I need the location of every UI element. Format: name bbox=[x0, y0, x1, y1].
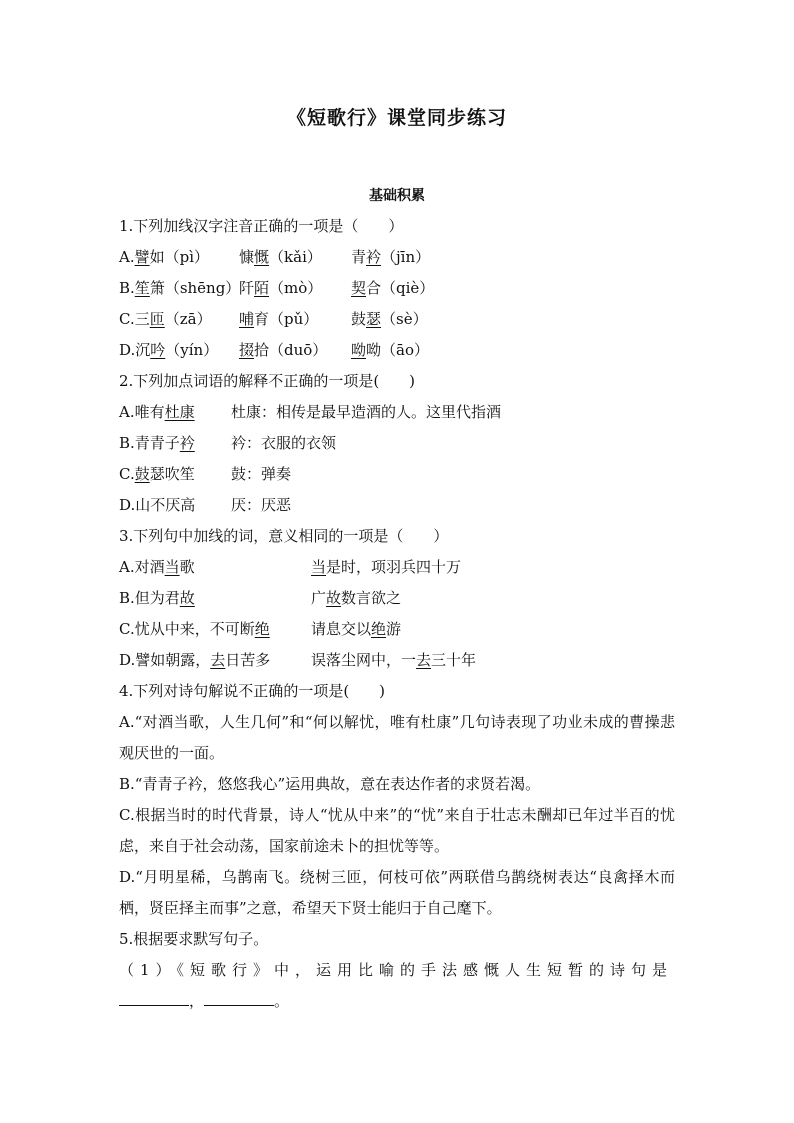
q2-option-d: D.山不厌高 厌：厌恶 bbox=[119, 496, 292, 514]
q4-option-d: D.“月明星稀，乌鹊南飞。绕树三匝，何枝可依”两联借乌鹊绕树表达“良禽择木而栖，贤臣择主而事”之意，希望天下贤士能归于自己麾下。 bbox=[119, 868, 675, 917]
questions bbox=[119, 211, 675, 1017]
q4-option-c: C.根据当时的时代背景，诗人“忧从中来”的“忧”来自于壮志未酬却已年过半百的忧虑，来自于社会动荡，国家前途未卜的担忧等等。 bbox=[119, 806, 675, 855]
q3-option-d: D.譬如朝露，去日苦多 误落尘网中，一去三十年 bbox=[119, 651, 477, 669]
q3-option-a: A.对酒当歌 当是时，项羽兵四十万 bbox=[119, 558, 462, 576]
q4-option-a: A.“对酒当歌，人生几何”和“何以解忧，唯有杜康”几句诗表现了功业未成的曹操悲观厌世的一面。 bbox=[119, 713, 675, 762]
q2-option-a: A.唯有杜康 杜康：相传是最早造酒的人。这里代指酒 bbox=[119, 403, 502, 421]
q3-option-c: C.忧从中来，不可断绝 请息交以绝游 bbox=[119, 620, 402, 638]
q1-option-d: D.沉吟（yín） 掇拾（duō） 呦呦（āo） bbox=[119, 341, 429, 359]
q5-answer-line: ， 。 bbox=[119, 986, 675, 1017]
section-heading: 基础积累 bbox=[369, 188, 425, 204]
q3-option-b: B.但为君故 广故数言欲之 bbox=[119, 589, 402, 607]
answer-blank-1[interactable] bbox=[119, 989, 189, 1006]
q5-item-1: （1）《短歌行》中，运用比喻的手法感慨人生短暂的诗句是 bbox=[119, 961, 674, 979]
q2-stem: 2.下列加点词语的解释不正确的一项是( ) bbox=[119, 372, 416, 390]
q1-stem: 1.下列加线汉字注音正确的一项是（ ） bbox=[119, 217, 404, 235]
q2-option-c: C.鼓瑟吹笙 鼓：弹奏 bbox=[119, 465, 292, 483]
q1-option-b: B.笙箫（shēng） 阡陌（mò） 契合（qiè） bbox=[119, 279, 435, 297]
q5-stem: 5.根据要求默写句子。 bbox=[119, 930, 269, 948]
q1-option-c: C.三匝（zā） 哺育（pǔ） 鼓瑟（sè） bbox=[119, 310, 428, 328]
q4-option-b: B.“青青子衿，悠悠我心”运用典故，意在表达作者的求贤若渴。 bbox=[119, 775, 541, 793]
q4-stem: 4.下列对诗句解说不正确的一项是( ) bbox=[119, 682, 386, 700]
q3-stem: 3.下列句中加线的词，意义相同的一项是（ ） bbox=[119, 527, 449, 545]
answer-blank-2[interactable] bbox=[204, 989, 274, 1006]
page-title: 《短歌行》课堂同步练习 bbox=[286, 107, 507, 129]
q2-option-b: B.青青子衿 衿：衣服的衣领 bbox=[119, 434, 337, 452]
q1-option-a: A.譬如（pì） 慷慨（kǎi） 青衿（jīn） bbox=[119, 248, 431, 266]
